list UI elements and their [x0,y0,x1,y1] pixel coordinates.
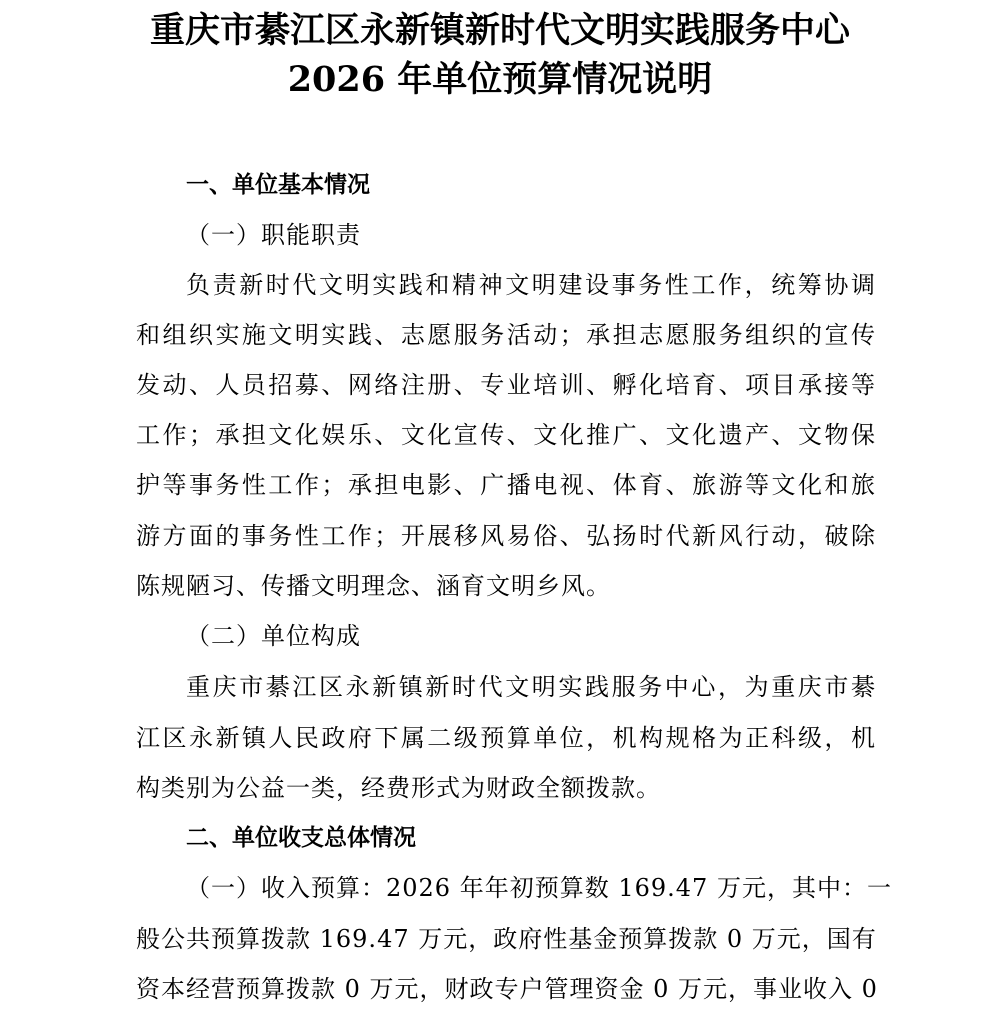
paragraph-line: 负责新时代文明实践和精神文明建设事务性工作，统筹协调 [186,271,876,299]
paragraph-line: 发动、人员招募、网络注册、专业培训、孵化培育、项目承接等 [136,371,876,399]
subsection-heading-composition: （二）单位构成 [186,622,361,650]
paragraph-line: 重庆市綦江区永新镇新时代文明实践服务中心，为重庆市綦 [186,673,876,701]
paragraph-line: 工作；承担文化娱乐、文化宣传、文化推广、文化遗产、文物保 [136,421,876,449]
document-title-line2: 2026 年单位预算情况说明 [287,59,713,100]
section-heading-basic-info: 一、单位基本情况 [186,172,370,198]
document-title-line1: 重庆市綦江区永新镇新时代文明实践服务中心 [149,10,850,51]
paragraph-line: 护等事务性工作；承担电影、广播电视、体育、旅游等文化和旅 [136,471,876,499]
paragraph-line: 般公共预算拨款 169.47 万元，政府性基金预算拨款 0 万元，国有 [136,925,877,953]
paragraph-line: 和组织实施文明实践、志愿服务活动；承担志愿服务组织的宣传 [136,321,876,349]
paragraph-line: 资本经营预算拨款 0 万元，财政专户管理资金 0 万元，事业收入 0 [136,975,878,1003]
paragraph-line: 陈规陋习、传播文明理念、涵育文明乡风。 [136,572,611,600]
subsection-heading-duties: （一）职能职责 [186,221,361,249]
paragraph-line: 游方面的事务性工作；开展移风易俗、弘扬时代新风行动，破除 [136,522,876,550]
paragraph-line: 构类别为公益一类，经费形式为财政全额拨款。 [136,774,661,802]
paragraph-line: （一）收入预算：2026 年年初预算数 169.47 万元，其中：一 [186,874,892,902]
section-heading-budget-overview: 二、单位收支总体情况 [186,825,416,851]
paragraph-line: 江区永新镇人民政府下属二级预算单位，机构规格为正科级，机 [136,724,876,752]
